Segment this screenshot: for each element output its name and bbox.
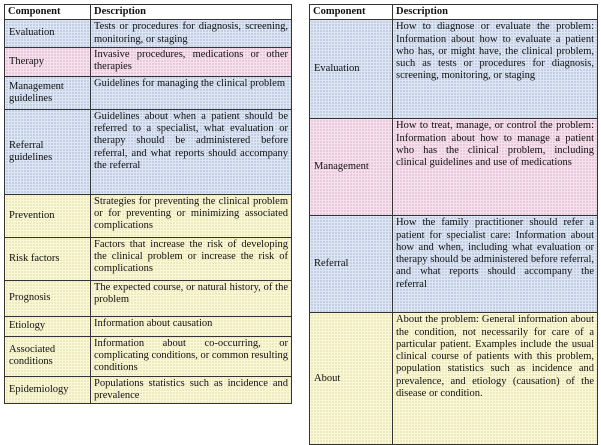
table-row <box>310 20 598 119</box>
table-row <box>5 280 292 316</box>
component-cell: Referral <box>310 216 393 313</box>
table-row <box>5 76 292 109</box>
description-cell: How to diagnose or evaluate the problem: Information about how to evaluate a patient who has, or might have, the clinical problem, such as tests or procedures for diagnosis, screening, monitoring, or staging <box>393 20 598 119</box>
description-cell: Guidelines about when a patient should be referred to a specialist, what evaluation or therapy should be administered before referral, and what reports should accompany the referral <box>91 109 292 194</box>
component-cell: Associated conditions <box>5 336 91 376</box>
description-cell: About the problem: General information about the condition, not necessarily for care of a particular patient. Examples include the usual clinical course of patients with this problem, population statistics such as incidence and prevalence, and etiology (causation) of the disease or condition. <box>393 313 598 445</box>
header-row <box>310 5 598 20</box>
component-cell: Therapy <box>5 47 91 76</box>
description-cell: Tests or procedures for diagnosis, screening, monitoring, or staging <box>91 20 292 48</box>
table-row <box>5 47 292 76</box>
description-header: Description <box>393 5 598 20</box>
component-cell: Etiology <box>5 316 91 336</box>
table-row <box>5 237 292 280</box>
description-cell: Strategies for preventing the clinical problem or for preventing or minimizing associated complications <box>91 194 292 237</box>
description-cell: Information about co-occurring, or complicating conditions, or common resulting conditions <box>91 336 292 376</box>
description-cell: The expected course, or natural history, of the problem <box>91 280 292 316</box>
description-header: Description <box>91 5 292 20</box>
component-cell: Referral guidelines <box>5 109 91 194</box>
component-cell: Evaluation <box>5 20 91 48</box>
description-cell: Factors that increase the risk of developing the clinical problem or increase the risk of complications <box>91 237 292 280</box>
table-row <box>5 376 292 404</box>
component-cell: Management <box>310 119 393 216</box>
table-row <box>310 313 598 445</box>
description-cell: How to treat, manage, or control the problem: Information about how to manage a patient who has the clinical problem, including clinical guidelines and use of medications <box>393 119 598 216</box>
component-header: Component <box>5 5 91 20</box>
component-cell: About <box>310 313 393 445</box>
component-cell: Evaluation <box>310 20 393 119</box>
table-row <box>5 20 292 48</box>
component-cell: Management guidelines <box>5 76 91 109</box>
component-cell: Epidemiology <box>5 376 91 404</box>
table-row <box>5 336 292 376</box>
component-cell: Risk factors <box>5 237 91 280</box>
description-cell: Invasive procedures, medications or other therapies <box>91 47 292 76</box>
description-cell: Guidelines for managing the clinical problem <box>91 76 292 109</box>
description-cell: Populations statistics such as incidence and prevalence <box>91 376 292 404</box>
table-row <box>310 119 598 216</box>
right-components-table <box>309 4 598 445</box>
component-cell: Prognosis <box>5 280 91 316</box>
component-header: Component <box>310 5 393 20</box>
table-row <box>310 216 598 313</box>
header-row <box>5 5 292 20</box>
description-cell: Information about causation <box>91 316 292 336</box>
description-cell: How the family practitioner should refer a patient for specialist care: Information about how and when, including what evaluation or therapy should be administered before referral, and what reports should accompany the referral <box>393 216 598 313</box>
table-row <box>5 109 292 194</box>
table-row <box>5 316 292 336</box>
table-row <box>5 194 292 237</box>
component-cell: Prevention <box>5 194 91 237</box>
left-components-table <box>4 4 292 404</box>
